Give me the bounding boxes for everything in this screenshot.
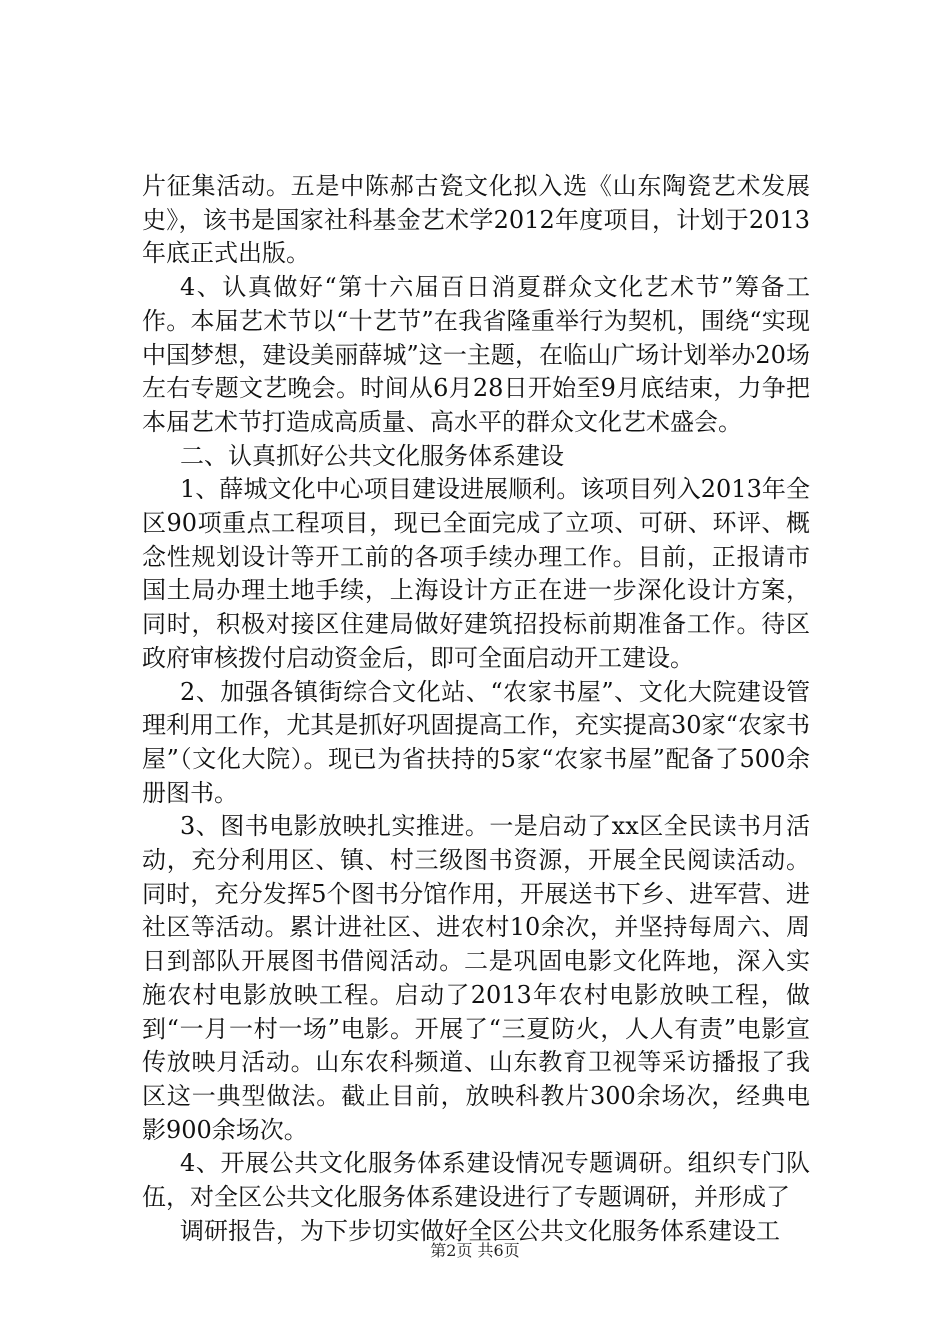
paragraph-item-1-culture-center: 1、薛城文化中心项目建设进展顺利。该项目列入2013年全区90项重点工程项目，现已全面完成了立项、可研、环评、概念性规划设计等开工前的各项手续办理工作。目前，正报请市国土局办理土地手续，上海设计方正在进一步深化设计方案，同时，积极对接区住建局做好建筑招投标前期准备工作。待区政府审核拨付启动资金后，即可全面启动开工建设。 xyxy=(142,475,810,672)
page-footer: 第2页 共6页 xyxy=(430,1241,520,1260)
section-heading-2: 二、认真抓好公共文化服务体系建设 xyxy=(180,441,564,470)
paragraph-item-4-festival: 4、认真做好“第十六届百日消夏群众文化艺术节”筹备工作。本届艺术节以“十艺节”在我省隆重举行为契机，围绕“实现中国梦想，建设美丽薛城”这一主题，在临山广场计划举办20场左右专题文艺晚会。时间从6月28日开始至9月底结束，力争把本届艺术节打造成高质量、高水平的群众文化艺术盛会。 xyxy=(142,273,810,436)
paragraph-item-4-research: 4、开展公共文化服务体系建设情况专题调研。组织专门队伍，对全区公共文化服务体系建设进行了专题调研，并形成了 xyxy=(142,1149,810,1212)
paragraph-item-3-books-films: 3、图书电影放映扎实推进。一是启动了xx区全民读书月活动，充分利用区、镇、村三级图书资源，开展全民阅读活动。同时，充分发挥5个图书分馆作用，开展送书下乡、进军营、进社区等活动。累计进社区、进农村10余次，并坚持每周六、周日到部队开展图书借阅活动。二是巩固电影文化阵地，深入实施农村电影放映工程。启动了2013年农村电影放映工程，做到“一月一村一场”电影。开展了“三夏防火，人人有责”电影宣传放映月活动。山东农科频道、山东教育卫视等采访播报了我区这一典型做法。截止目前，放映科教片300余场次，经典电影900余场次。 xyxy=(142,812,810,1144)
paragraph-trailing-line: 调研报告，为下步切实做好全区公共文化服务体系建设工 xyxy=(180,1216,780,1245)
document-body xyxy=(142,170,810,1249)
paragraph-item-2-bookhouse: 2、加强各镇街综合文化站、“农家书屋”、文化大院建设管理利用工作，尤其是抓好巩固提高工作，充实提高30家“农家书屋”（文化大院）。现已为省扶持的5家“农家书屋”配备了500余册图书。 xyxy=(142,677,810,807)
paragraph-continuation: 片征集活动。五是中陈郝古瓷文化拟入选《山东陶瓷艺术发展史》，该书是国家社科基金艺术学2012年度项目，计划于2013年底正式出版。 xyxy=(142,172,810,268)
